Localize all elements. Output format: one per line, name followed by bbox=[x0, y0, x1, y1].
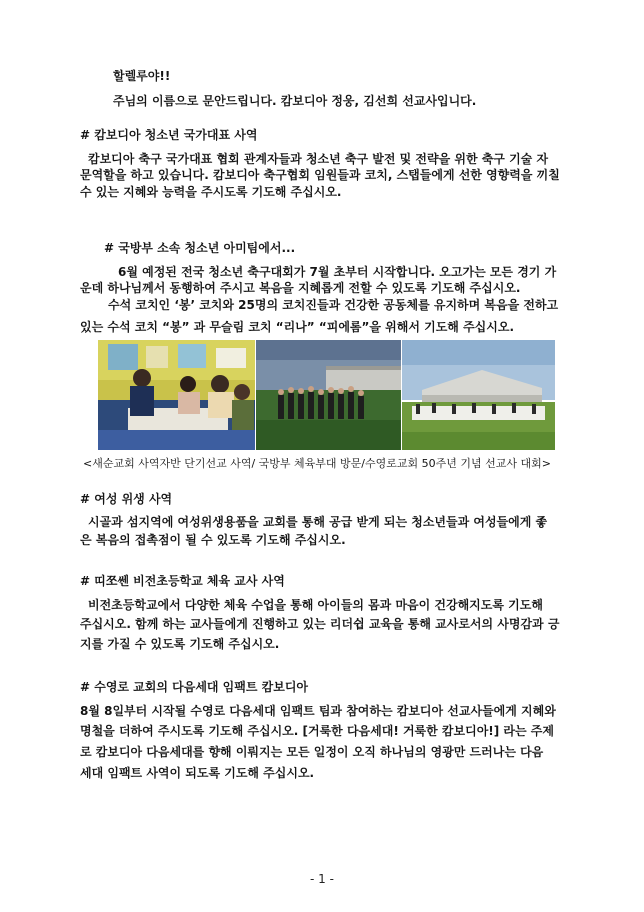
paragraph-line: 캄보디아 축구 국가대표 협회 관계자들과 청소년 축구 발전 및 전략을 위한 축구 기술 자 bbox=[88, 152, 549, 166]
greeting-hallelujah: 할렐루야!! bbox=[113, 69, 171, 83]
paragraph-line: 문역할을 하고 있습니다. 캄보디아 축구협회 임원들과 코치, 스탭들에게 선한 영향력을 끼칠 bbox=[80, 168, 560, 182]
section-heading: # 캄보디아 청소년 국가대표 사역 bbox=[80, 128, 258, 142]
paragraph-line: 수 있는 지혜와 능력을 주시도록 기도해 주십시오. bbox=[80, 185, 342, 199]
photo-church-meeting bbox=[98, 340, 255, 450]
paragraph-line: 시골과 섬지역에 여성위생용품을 교회를 통해 공급 받게 되는 청소년들과 여성들에게 좋 bbox=[88, 515, 548, 529]
section-heading: # 여성 위생 사역 bbox=[80, 492, 173, 506]
paragraph-line: 있는 수석 코치 “봉” 과 무슬림 코치 “리나” “피에롬”을 위해서 기도해 주십시오. bbox=[80, 320, 515, 334]
paragraph-line: 수석 코치인 ‘봉’ 코치와 25명의 코치진들과 건강한 공동체를 유지하며 복음을 전하고 bbox=[108, 298, 559, 312]
section-heading: # 국방부 소속 청소년 아미팀에서... bbox=[104, 241, 296, 255]
photo-army-field-visit bbox=[256, 340, 401, 450]
paragraph-line: 운데 하나님께서 동행하여 주시고 복음을 지혜롭게 전할 수 있도록 기도해 주십시오. bbox=[80, 281, 521, 295]
page-number: - 1 - bbox=[310, 872, 334, 886]
photo-missionary-conference bbox=[402, 340, 555, 450]
paragraph-line: 주십시오. 함께 하는 교사들에게 진행하고 있는 리더쉽 교육을 통해 교사로서의 사명감과 긍 bbox=[80, 617, 560, 631]
paragraph-line: 세대 임팩트 사역이 되도록 기도해 주십시오. bbox=[80, 766, 315, 780]
paragraph-line: 로 캄보디아 다음세대를 향해 이뤄지는 모든 일정이 오직 하나님의 영광만 드러나는 다음 bbox=[80, 745, 544, 759]
greeting-intro: 주님의 이름으로 문안드립니다. 캄보디아 정웅, 김선희 선교사입니다. bbox=[113, 94, 477, 108]
paragraph-line: 지를 가질 수 있도록 기도해 주십시오. bbox=[80, 637, 280, 651]
section-heading: # 띠쪼쎈 비전초등학교 체육 교사 사역 bbox=[80, 574, 285, 588]
paragraph-line: 은 복음의 접촉점이 될 수 있도록 기도해 주십시오. bbox=[80, 533, 346, 547]
section-heading: # 수영로 교회의 다음세대 임팩트 캄보디아 bbox=[80, 680, 309, 694]
photo-caption: <새순교회 사역자반 단기선교 사역/ 국방부 체육부대 방문/수영로교회 50주년 기념 선교사 대회> bbox=[83, 457, 551, 470]
paragraph-line: 명철을 더하여 주시도록 기도해 주십시오. [거룩한 다음세대! 거룩한 캄보디아!] 라는 주제 bbox=[80, 724, 554, 738]
paragraph-line: 6월 예정된 전국 청소년 축구대회가 7월 초부터 시작합니다. 오고가는 모든 경기 가 bbox=[118, 265, 557, 279]
paragraph-line: 비전초등학교에서 다양한 체육 수업을 통해 아이들의 몸과 마음이 건강해지도록 기도해 bbox=[88, 598, 543, 612]
paragraph-line: 8월 8일부터 시작될 수영로 다음세대 임팩트 팀과 참여하는 캄보디아 선교사들에게 지혜와 bbox=[80, 704, 556, 718]
